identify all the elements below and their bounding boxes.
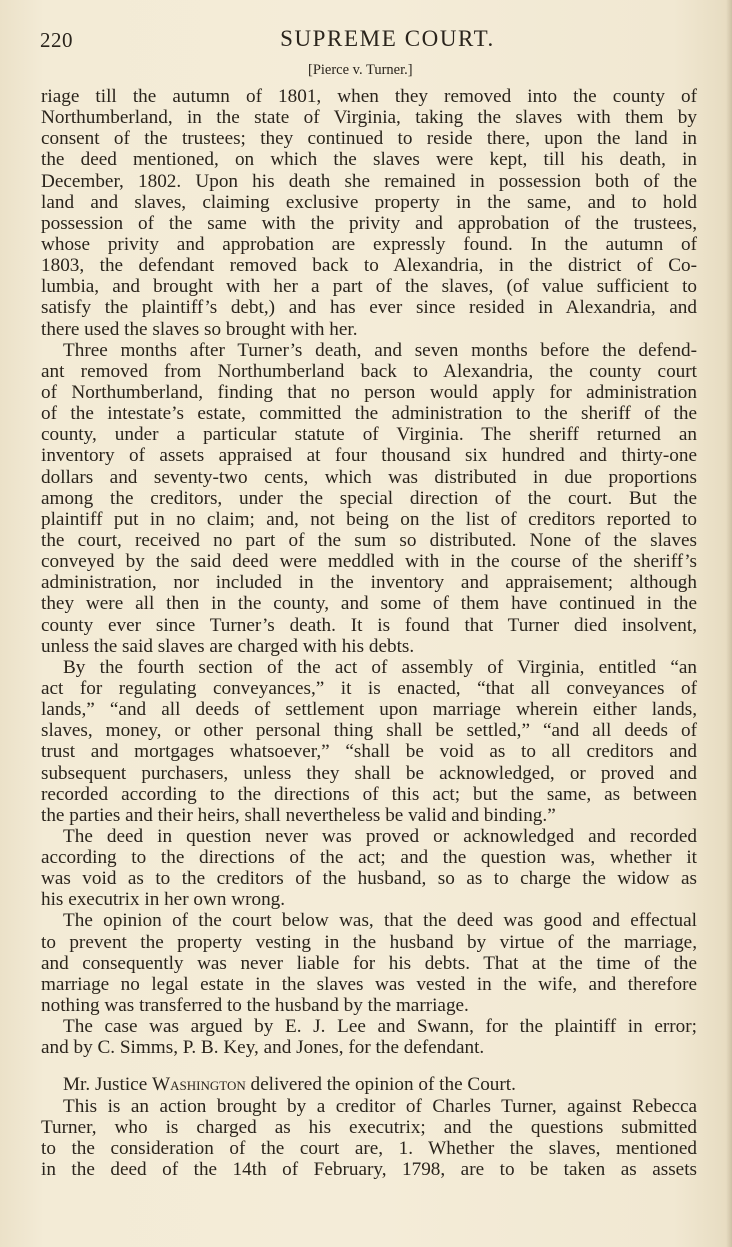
- body-text: [41, 86, 697, 1180]
- paragraph-question: [41, 826, 697, 911]
- text-line: riage till the autumn of 1801, when they removed into the county of: [41, 86, 697, 107]
- text-line: recorded according to the directions of this act; but the same, as between: [41, 783, 697, 805]
- text-line: county, under a particular statute of Virginia. The sheriff returned an: [41, 424, 697, 446]
- text-line: his executrix in her own wrong.: [41, 889, 286, 911]
- text-line: consent of the trustees; they continued to reside there, upon the land in: [41, 128, 697, 150]
- text-line: Three months after Turner’s death, and seven months before the defend-: [63, 339, 697, 361]
- text-line: 1803, the defendant removed back to Alexandria, in the district of Co-: [41, 255, 697, 277]
- text-line: possession of the same with the privity and approbation of the trustees,: [41, 212, 697, 234]
- text-line: there used the slaves so brought with her.: [41, 318, 358, 340]
- opinion-intro-suffix: delivered the opinion of the Court.: [245, 1074, 516, 1096]
- text-line: the deed mentioned, on which the slaves were kept, till his death, in: [41, 149, 697, 171]
- text-line: in the deed of the 14th of February, 1798, are to be taken as assets: [41, 1159, 697, 1181]
- paragraph-counsel: [41, 1016, 697, 1058]
- opinion-intro-prefix: Mr. Justice: [63, 1074, 153, 1096]
- page-number: 220: [40, 28, 73, 52]
- opinion-intro-line: [41, 1074, 697, 1095]
- text-line: was void as to the creditors of the husband, so as to charge the widow as: [41, 868, 697, 890]
- text-line: land and slaves, claiming exclusive property in the same, and to hold: [41, 191, 697, 213]
- paragraph-facts-continued: [41, 86, 697, 340]
- paragraph-court-below: [41, 910, 697, 1016]
- text-line: ant removed from Northumberland back to Alexandria, the county court: [41, 360, 697, 382]
- text-line: whose privity and approbation are expressly found. In the autumn of: [41, 233, 697, 255]
- text-line: the court, received no part of the sum so distributed. None of the slaves: [41, 529, 697, 551]
- text-line: they were all then in the county, and some of them have continued in the: [41, 593, 697, 615]
- text-line: to prevent the property vesting in the husband by virtue of the marriage,: [41, 931, 697, 953]
- text-line: according to the directions of the act; and the question was, whether it: [41, 847, 697, 869]
- text-line: marriage no legal estate in the slaves was vested in the wife, and therefore: [41, 973, 697, 995]
- text-line: Turner, who is charged as his executrix; and the questions submitted: [41, 1116, 697, 1138]
- text-line: among the creditors, under the special direction of the court. But the: [41, 487, 697, 509]
- text-line: lands,” “and all deeds of settlement upon marriage wherein either lands,: [41, 699, 697, 721]
- text-line: By the fourth section of the act of assembly of Virginia, entitled “an: [63, 656, 697, 678]
- page-gutter-shadow: [726, 0, 732, 1247]
- page-header: [40, 26, 695, 52]
- running-head: SUPREME COURT.: [280, 26, 495, 51]
- text-line: of the intestate’s estate, committed the administration to the sheriff of the: [41, 403, 697, 425]
- text-line: The deed in question never was proved or acknowledged and recorded: [63, 825, 697, 847]
- text-line: to the consideration of the court are, 1. Whether the slaves, mentioned: [41, 1137, 697, 1159]
- text-line: The opinion of the court below was, that the deed was good and effectual: [63, 910, 697, 932]
- opinion-section: [41, 1074, 697, 1180]
- text-line: December, 1802. Upon his death she remained in possession both of the: [41, 170, 697, 192]
- paragraph-statute: [41, 657, 697, 826]
- text-line: lumbia, and brought with her a part of the slaves, (of value sufficient to: [41, 276, 697, 298]
- text-line: and consequently was never liable for his debts. That at the time of the: [41, 952, 697, 974]
- text-line: slaves, money, or other personal thing shall be settled,” “and all deeds of: [41, 720, 697, 742]
- text-line: and by C. Simms, P. B. Key, and Jones, for the defendant.: [41, 1037, 485, 1059]
- text-line: of Northumberland, finding that no person would apply for administration: [41, 381, 697, 403]
- case-label: [Pierce v. Turner.]: [308, 62, 413, 78]
- text-line: administration, nor included in the inventory and appraisement; although: [41, 572, 697, 594]
- text-line: The case was argued by E. J. Lee and Swann, for the plaintiff in error;: [63, 1016, 697, 1038]
- justice-name: Washington: [152, 1074, 246, 1096]
- text-line: inventory of assets appraised at four thousand six hundred and thirty-one: [41, 445, 697, 467]
- text-line: satisfy the plaintiff’s debt,) and has ever since resided in Alexandria, and: [41, 297, 697, 319]
- text-line: conveyed by the said deed were meddled with in the course of the sheriff’s: [41, 551, 697, 573]
- text-line: act for regulating conveyances,” it is enacted, “that all conveyances of: [41, 677, 697, 699]
- text-line: Northumberland, in the state of Virginia, taking the slaves with them by: [41, 107, 697, 129]
- section-gap: [41, 1058, 697, 1074]
- paragraph-administration: [41, 340, 697, 657]
- text-line: dollars and seventy-two cents, which was distributed in due proportions: [41, 466, 697, 488]
- text-line: This is an action brought by a creditor of Charles Turner, against Rebecca: [63, 1095, 697, 1117]
- text-line: subsequent purchasers, unless they shall be acknowledged, or proved and: [41, 762, 697, 784]
- text-line: the parties and their heirs, shall nevertheless be valid and binding.”: [41, 804, 556, 826]
- text-line: plaintiff put in no claim; and, not being on the list of creditors reported to: [41, 508, 697, 530]
- text-line: trust and mortgages whatsoever,” “shall be void as to all creditors and: [41, 741, 697, 763]
- text-line: unless the said slaves are charged with his debts.: [41, 635, 415, 657]
- text-line: nothing was transferred to the husband by the marriage.: [41, 995, 469, 1017]
- text-line: county ever since Turner’s death. It is found that Turner died insolvent,: [41, 614, 697, 636]
